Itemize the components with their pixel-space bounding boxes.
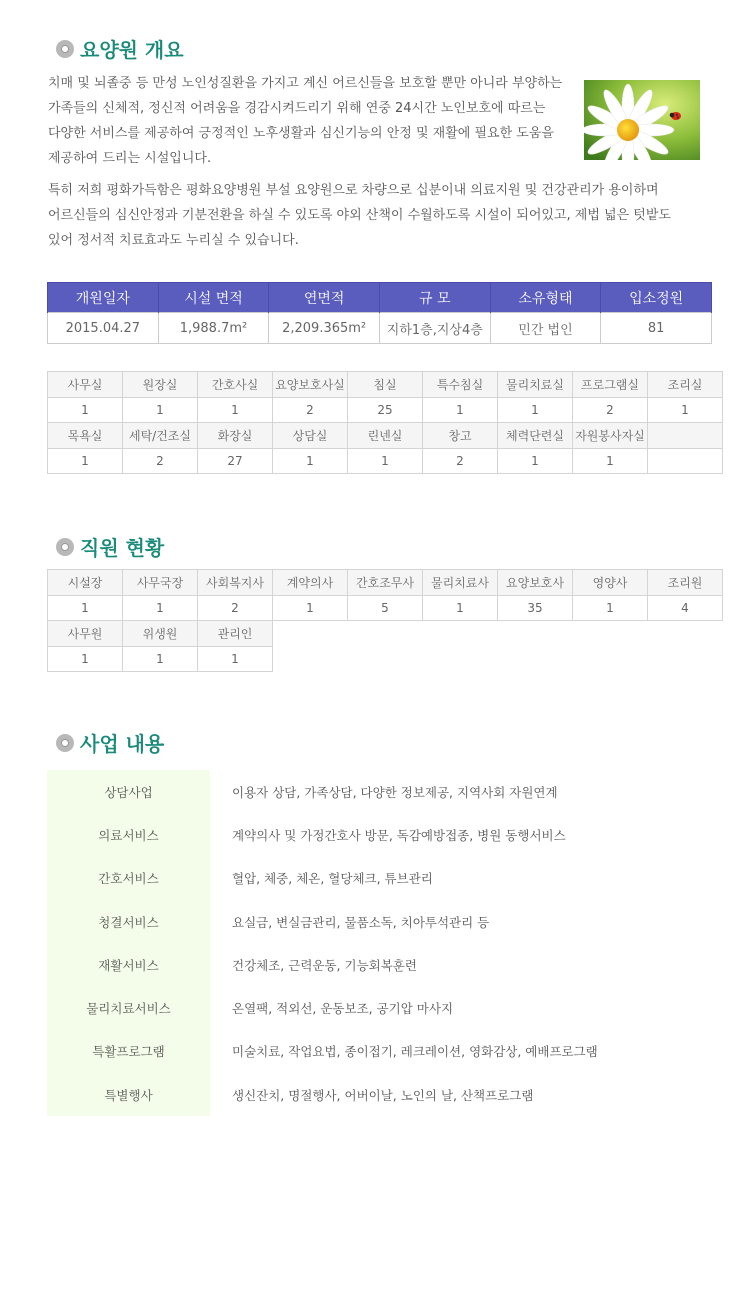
staff-header-cell: 관리인 [198, 621, 273, 647]
business-desc-cell: 생신잔치, 명절행사, 어버이날, 노인의 날, 산책프로그램 [232, 1087, 534, 1103]
room-header-cell: 목욕실 [48, 423, 123, 449]
staff-value-cell: 1 [123, 596, 198, 621]
business-name-cell: 청결서비스 [47, 900, 210, 943]
staff-header-cell: 요양보호사 [498, 570, 573, 596]
overview-section-title [56, 34, 184, 63]
business-desc-cell: 온열팩, 적외선, 운동보조, 공기압 마사지 [232, 1001, 454, 1017]
circle-bullet-icon [56, 538, 74, 556]
intro-line: 특히 저희 평화가득함은 평화요양병원 부설 요양원으로 차량으로 십분이내 의료지원 및 건강관리가 용이하며 [48, 183, 659, 198]
staff-value-cell: 2 [198, 596, 273, 621]
overview-title-text: 요양원 개요 [80, 38, 184, 62]
facility-value-cell: 민간 법인 [490, 313, 601, 344]
facility-value-cell: 1,988.7m² [158, 313, 269, 344]
room-header-cell: 린넨실 [348, 423, 423, 449]
staff-header-cell: 시설장 [48, 570, 123, 596]
room-header-cell: 특수침실 [423, 372, 498, 398]
staff-header-cell: 조리원 [648, 570, 723, 596]
facility-value-cell: 지하1층,지상4층 [379, 313, 490, 344]
staff-value-cell: 1 [198, 647, 273, 672]
business-title-text: 사업 내용 [80, 732, 165, 756]
table-row [47, 857, 607, 900]
empty-cell [573, 621, 648, 647]
table-row [48, 398, 723, 423]
business-desc-cell: 계약의사 및 가정간호사 방문, 독감예방접종, 병원 동행서비스 [232, 827, 566, 843]
facility-value-cell: 2,209.365m² [269, 313, 380, 344]
business-name-cell: 특활프로그램 [47, 1030, 210, 1073]
facility-header-cell: 규 모 [379, 283, 490, 313]
business-table [47, 770, 607, 1116]
table-row [47, 1030, 607, 1073]
staff-value-cell: 1 [123, 647, 198, 672]
empty-cell [348, 621, 423, 647]
room-value-cell: 1 [123, 398, 198, 423]
room-value-cell: 1 [48, 449, 123, 474]
business-desc-cell: 이용자 상담, 가족상담, 다양한 정보제공, 지역사회 자원연계 [232, 784, 558, 800]
business-name-cell: 의료서비스 [47, 813, 210, 856]
staff-value-cell: 1 [423, 596, 498, 621]
intro-line: 어르신들의 심신안정과 기분전환을 하실 수 있도록 야외 산책이 수월하도록 시설이 되어있고, 제법 넓은 텃밭도 [48, 208, 671, 223]
room-header-cell: 조리실 [648, 372, 723, 398]
staff-title-text: 직원 현황 [80, 536, 165, 560]
table-row [47, 943, 607, 986]
facility-summary-table [47, 282, 712, 344]
room-header-cell: 사무실 [48, 372, 123, 398]
staff-section-title [56, 532, 164, 561]
facility-header-cell: 입소정원 [601, 283, 712, 313]
room-header-cell: 상담실 [273, 423, 348, 449]
staff-header-cell: 간호조무사 [348, 570, 423, 596]
room-header-cell: 간호사실 [198, 372, 273, 398]
intro-line: 다양한 서비스를 제공하여 긍정적인 노후생활과 심신기능의 안정 및 재활에 필요한 도움을 [48, 126, 554, 141]
staff-value-cell: 1 [573, 596, 648, 621]
empty-cell [498, 647, 573, 672]
table-row [47, 986, 607, 1029]
business-name-cell: 특별행사 [47, 1073, 210, 1116]
staff-header-cell: 사무국장 [123, 570, 198, 596]
room-header-cell: 창고 [423, 423, 498, 449]
rooms-table [47, 371, 723, 474]
room-value-cell: 2 [573, 398, 648, 423]
business-desc-cell: 요실금, 변실금관리, 물품소독, 치아투석관리 등 [232, 914, 490, 930]
table-row [47, 900, 607, 943]
staff-value-cell: 35 [498, 596, 573, 621]
room-value-cell: 1 [648, 398, 723, 423]
facility-value-cell: 81 [601, 313, 712, 344]
business-desc-cell: 미술치료, 작업요법, 종이접기, 레크레이션, 영화감상, 예배프로그램 [232, 1044, 598, 1060]
facility-header-cell: 개원일자 [48, 283, 159, 313]
room-header-cell [648, 423, 723, 449]
table-row [48, 596, 723, 621]
room-value-cell: 1 [48, 398, 123, 423]
empty-cell [348, 647, 423, 672]
room-header-cell: 요양보호사실 [273, 372, 348, 398]
room-header-cell: 자원봉사자실 [573, 423, 648, 449]
empty-cell [273, 621, 348, 647]
empty-cell [648, 621, 723, 647]
business-name-cell: 재활서비스 [47, 943, 210, 986]
facility-header-cell: 연면적 [269, 283, 380, 313]
business-name-cell: 상담사업 [47, 770, 210, 813]
room-header-cell: 원장실 [123, 372, 198, 398]
business-section-title [56, 728, 164, 757]
table-header-row [48, 570, 723, 596]
room-value-cell: 1 [273, 449, 348, 474]
intro-line: 가족들의 신체적, 정신적 어려움을 경감시켜드리기 위해 연중 24시간 노인보호에 따르는 [48, 101, 546, 116]
table-row [48, 647, 723, 672]
room-value-cell: 1 [573, 449, 648, 474]
intro-line: 치매 및 뇌졸중 등 만성 노인성질환을 가지고 계신 어르신들을 보호할 뿐만 아니라 부양하는 [48, 76, 563, 91]
facility-header-cell: 시설 면적 [158, 283, 269, 313]
intro-paragraph-1 [48, 71, 578, 171]
room-value-cell: 2 [423, 449, 498, 474]
staff-value-cell: 5 [348, 596, 423, 621]
room-value-cell: 2 [123, 449, 198, 474]
room-header-cell: 물리치료실 [498, 372, 573, 398]
room-value-cell: 1 [348, 449, 423, 474]
staff-table [47, 569, 723, 672]
staff-header-cell: 계약의사 [273, 570, 348, 596]
room-header-cell: 침실 [348, 372, 423, 398]
room-value-cell: 2 [273, 398, 348, 423]
staff-header-cell: 위생원 [123, 621, 198, 647]
room-header-cell: 세탁/건조실 [123, 423, 198, 449]
table-header-row [48, 621, 723, 647]
staff-value-cell: 1 [273, 596, 348, 621]
business-name-cell: 간호서비스 [47, 857, 210, 900]
room-value-cell: 1 [498, 449, 573, 474]
staff-header-cell: 물리치료사 [423, 570, 498, 596]
staff-value-cell: 4 [648, 596, 723, 621]
business-name-cell: 물리치료서비스 [47, 986, 210, 1029]
table-header-row [48, 283, 712, 313]
empty-cell [648, 647, 723, 672]
circle-bullet-icon [56, 734, 74, 752]
business-desc-cell: 혈압, 체중, 체온, 혈당체크, 튜브관리 [232, 871, 433, 887]
table-header-row [48, 372, 723, 398]
intro-line: 있어 정서적 치료효과도 누리실 수 있습니다. [48, 233, 299, 248]
room-value-cell [648, 449, 723, 474]
empty-cell [423, 647, 498, 672]
empty-cell [498, 621, 573, 647]
room-value-cell: 27 [198, 449, 273, 474]
table-row [47, 770, 607, 813]
room-header-cell: 프로그램실 [573, 372, 648, 398]
circle-bullet-icon [56, 40, 74, 58]
room-value-cell: 25 [348, 398, 423, 423]
daisy-image [584, 80, 700, 160]
table-header-row [48, 423, 723, 449]
empty-cell [273, 647, 348, 672]
staff-header-cell: 영양사 [573, 570, 648, 596]
empty-cell [573, 647, 648, 672]
intro-line: 제공하여 드리는 시설입니다. [48, 151, 212, 166]
daisy-ladybug-photo [584, 80, 700, 160]
room-value-cell: 1 [198, 398, 273, 423]
intro-paragraph-2 [48, 178, 708, 253]
facility-value-cell: 2015.04.27 [48, 313, 159, 344]
empty-cell [423, 621, 498, 647]
table-row [48, 313, 712, 344]
room-header-cell: 화장실 [198, 423, 273, 449]
room-header-cell: 체력단련실 [498, 423, 573, 449]
table-row [48, 449, 723, 474]
staff-header-cell: 사무원 [48, 621, 123, 647]
staff-value-cell: 1 [48, 596, 123, 621]
staff-value-cell: 1 [48, 647, 123, 672]
room-value-cell: 1 [423, 398, 498, 423]
room-value-cell: 1 [498, 398, 573, 423]
staff-header-cell: 사회복지사 [198, 570, 273, 596]
table-row [47, 813, 607, 856]
facility-header-cell: 소유형태 [490, 283, 601, 313]
table-row [47, 1073, 607, 1116]
business-desc-cell: 건강체조, 근력운동, 기능회복훈련 [232, 957, 417, 973]
